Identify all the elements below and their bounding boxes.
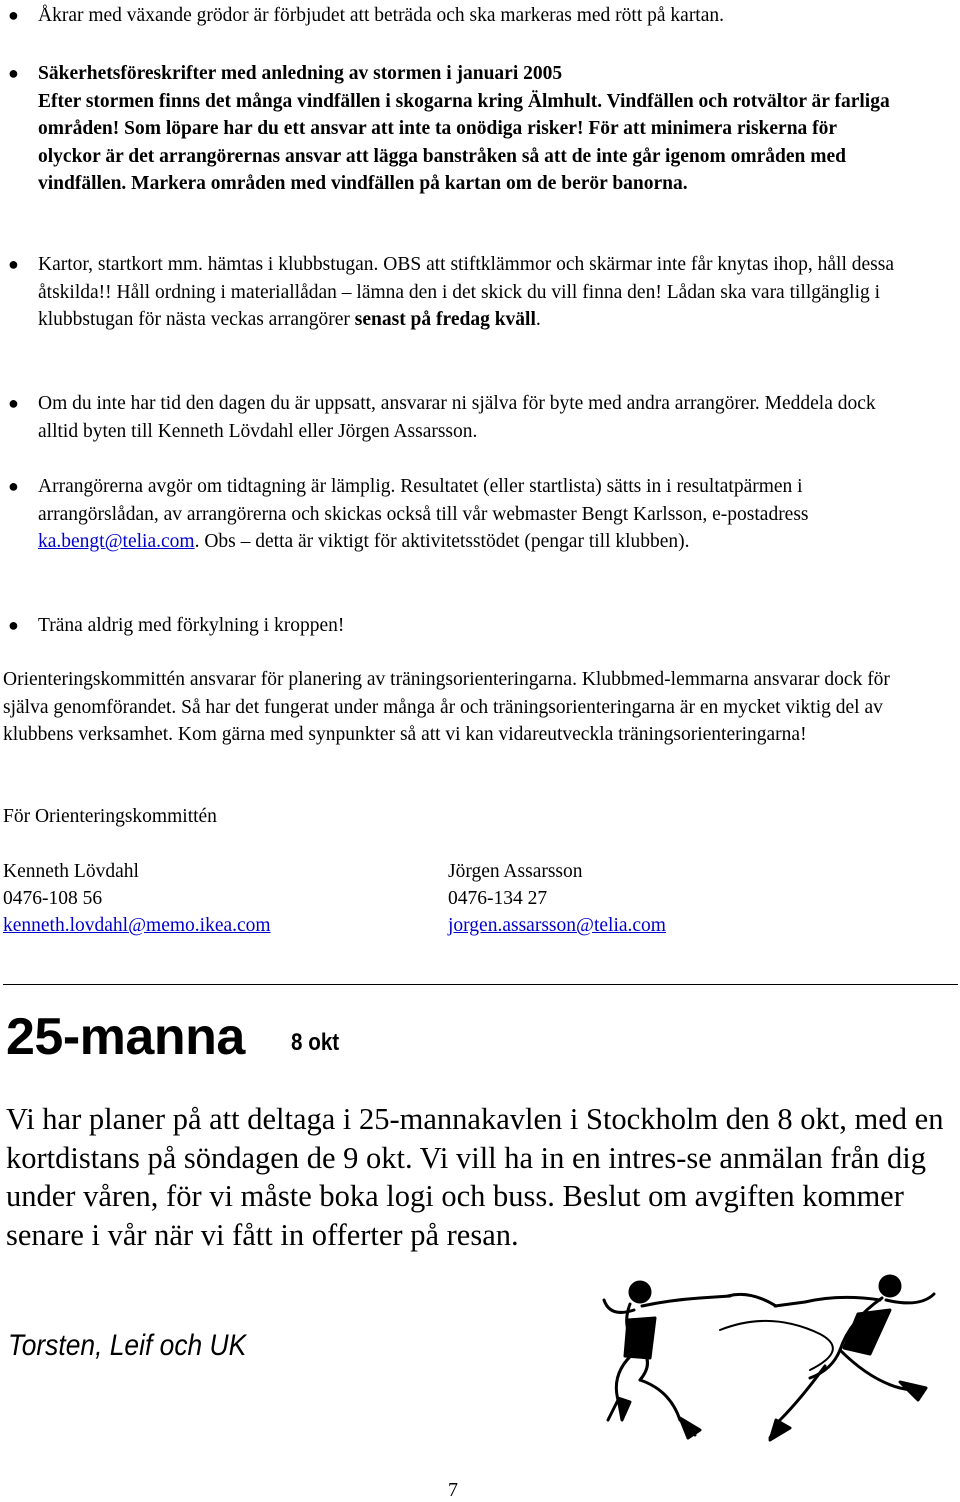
bullet-text: Kartor, startkort mm. hämtas i klubbstugan. OBS att stiftklämmor och skärmar inte får knytas ihop, håll dessa åtskilda!! Håll ordning i materiallådan – lämna den i det skick du vill finna den! Lådan ska vara tillgänglig i klubbstugan för nästa veckas arrangörer	[38, 254, 894, 330]
bullet-icon: ●	[8, 615, 19, 635]
bullet-text: Arrangörerna avgör om tidtagning är lämplig. Resultatet (eller startlista) sätts in i resultatpärmen i arrangörslådan, av arrangörerna och skickas också till vår webmaster Bengt Karlsson, e-postadress	[38, 476, 809, 525]
bullet-icon: ●	[8, 254, 19, 274]
bullet-emphasis: senast på fredag kväll	[354, 309, 536, 330]
contact-name: Jörgen Assarsson	[448, 861, 583, 882]
page-number: 7	[448, 1479, 458, 1501]
section-signoff: Torsten, Leif och UK	[8, 1329, 247, 1362]
committee-paragraph: Orienteringskommittén ansvarar för planering av träningsorienteringarna. Klubbmed-lemmarna ansvarar dock för själva genomförandet. Så har det fungerat under många år och träningsorienteringarna är en mycket viktig del av klubbens verksamhet. Kom gärna med synpunkter så att vi kan vidareutveckla träningsorienteringarna!	[3, 669, 890, 745]
bullet-text: Efter stormen finns det många vindfällen i skogarna kring Älmhult. Vindfällen och rotvältor är farliga områden! Som löpare har du ett ansvar att inte ta onödiga risker! För att minimera riskerna för olyckor är det arrangörernas ansvar att lägga banstråken så att de inte går igenom områden med vindfällen. Markera områden med vindfällen på kartan om de berör banorna.	[38, 90, 890, 194]
contact-phone: 0476-108 56	[3, 888, 103, 909]
bullet-item	[0, 612, 900, 640]
section-divider	[3, 984, 958, 985]
bullet-icon: ●	[8, 476, 19, 496]
bullet-item	[0, 390, 900, 445]
bullet-icon: ●	[8, 5, 19, 25]
bullet-text: Om du inte har tid den dagen du är uppsatt, ansvarar ni själva för byte med andra arrangörer. Meddela dock alltid byten till Kenneth Lövdahl eller Jörgen Assarsson.	[38, 393, 876, 442]
section-date: 8 okt	[291, 1029, 340, 1056]
committee-signature: För Orienteringskommittén	[3, 806, 217, 827]
bullet-item	[0, 60, 900, 198]
bullet-text: . Obs – detta är viktigt för aktivitetsstödet (pengar till klubben).	[194, 531, 690, 552]
bullet-item	[0, 2, 900, 30]
contact-email-link[interactable]: kenneth.lovdahl@memo.ikea.com	[3, 915, 271, 936]
bullet-text: .	[535, 309, 541, 330]
bullet-icon: ●	[8, 63, 19, 83]
dancing-couple-icon	[600, 1270, 940, 1450]
contact-phone: 0476-134 27	[448, 888, 548, 909]
bullet-item	[0, 251, 900, 334]
bullet-item	[0, 473, 900, 556]
bullet-heading: Säkerhetsföreskrifter med anledning av stormen i januari 2005	[38, 63, 563, 84]
contact-name: Kenneth Lövdahl	[3, 861, 139, 882]
webmaster-email-link[interactable]: ka.bengt@telia.com	[38, 531, 195, 552]
bullet-text: Åkrar med växande grödor är förbjudet att beträda och ska markeras med rött på kartan.	[38, 5, 725, 26]
section-heading: 25-manna	[6, 1008, 245, 1066]
contact-email-link[interactable]: jorgen.assarsson@telia.com	[448, 915, 666, 936]
bullet-text: Träna aldrig med förkylning i kroppen!	[38, 615, 345, 636]
bullet-icon: ●	[8, 393, 19, 413]
section-body: Vi har planer på att deltaga i 25-mannakavlen i Stockholm den 8 okt, med en kortdistans på söndagen de 9 okt. Vi vill ha in en intres-se anmälan från dig under våren, för vi måste boka logi och buss. Beslut om avgiften kommer senare i vår när vi fått in offerter på resan.	[6, 1102, 944, 1252]
